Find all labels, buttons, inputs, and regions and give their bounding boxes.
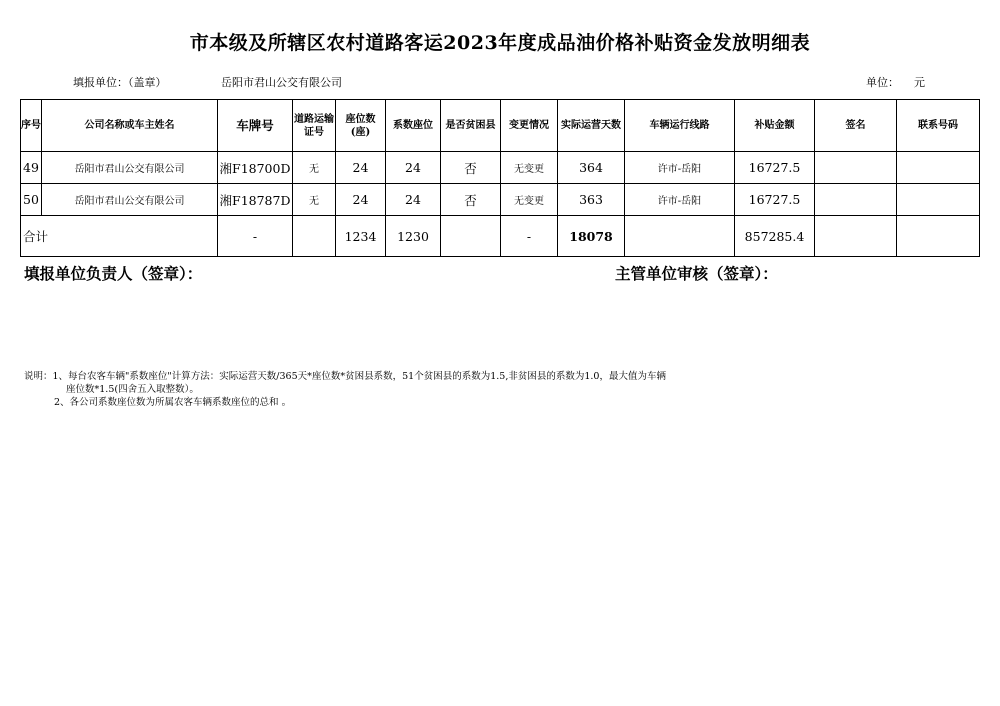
row-signature: [815, 184, 897, 216]
note-line-3: 2、各公司系数座位数为所属农客车辆系数座位的总和 。: [54, 397, 292, 408]
header-seq: 序号: [21, 100, 42, 152]
header-plate: 车牌号: [218, 100, 293, 152]
unit-label: 单位：: [866, 76, 899, 89]
header-days: 实际运营天数: [558, 100, 625, 152]
row-seq: 50: [21, 184, 42, 216]
row-days: 364: [558, 152, 625, 184]
page-title: 市本级及所辖区农村道路客运2023年度成品油价格补贴资金发放明细表: [189, 32, 811, 54]
filler-label: 填报单位：（盖章）: [73, 76, 167, 89]
total-signature: [815, 216, 897, 257]
row-company: 岳阳市君山公交有限公司: [42, 152, 218, 184]
row-change: 无变更: [501, 152, 558, 184]
supervisor-review-signature: 主管单位审核（签章）：: [615, 264, 778, 283]
total-change: -: [501, 216, 558, 257]
row-seats: 24: [336, 152, 386, 184]
header-change: 变更情况: [501, 100, 558, 152]
row-poverty: 否: [441, 184, 501, 216]
header-amount: 补贴金额: [735, 100, 815, 152]
total-route: [625, 216, 735, 257]
total-seats: 1234: [336, 216, 386, 257]
row-signature: [815, 152, 897, 184]
table-total-row: [21, 216, 980, 257]
filler-responsible-signature: 填报单位负责人（签章）：: [24, 264, 203, 283]
total-amount: 857285.4: [735, 216, 815, 257]
row-license: 无: [293, 184, 336, 216]
total-plate: -: [218, 216, 293, 257]
row-plate: 湘F18787D: [218, 184, 293, 216]
row-seats: 24: [336, 184, 386, 216]
header-company: 公司名称或车主姓名: [42, 100, 218, 152]
header-phone: 联系号码: [897, 100, 980, 152]
header-license: 道路运输证号: [293, 100, 336, 152]
row-route: 许市-岳阳: [625, 152, 735, 184]
unit-value: 元: [914, 76, 925, 89]
header-seats: 座位数(座): [336, 100, 386, 152]
row-amount: 16727.5: [735, 152, 815, 184]
table-row: [21, 152, 980, 184]
row-poverty: 否: [441, 152, 501, 184]
table-row: [21, 184, 980, 216]
total-poverty: [441, 216, 501, 257]
row-plate: 湘F18700D: [218, 152, 293, 184]
row-coef-seats: 24: [386, 184, 441, 216]
total-coef-seats: 1230: [386, 216, 441, 257]
note-line-1: 说明：1、每台农客车辆"系数座位"计算方法：实际运营天数/365天*座位数*贫困县系数，51个贫困县的系数为1.5,非贫困县的系数为1.0，最大值为车辆: [24, 371, 666, 382]
row-seq: 49: [21, 152, 42, 184]
subsidy-table: [20, 99, 980, 257]
filler-company: 岳阳市君山公交有限公司: [221, 76, 342, 89]
row-coef-seats: 24: [386, 152, 441, 184]
header-signature: 签名: [815, 100, 897, 152]
row-phone: [897, 184, 980, 216]
note-line-2: 座位数*1.5(四舍五入取整数）。: [66, 384, 199, 395]
header-coef-seats: 系数座位: [386, 100, 441, 152]
total-license: [293, 216, 336, 257]
row-change: 无变更: [501, 184, 558, 216]
total-days: 18078: [558, 216, 625, 257]
total-phone: [897, 216, 980, 257]
row-amount: 16727.5: [735, 184, 815, 216]
row-route: 许市-岳阳: [625, 184, 735, 216]
header-poverty: 是否贫困县: [441, 100, 501, 152]
row-company: 岳阳市君山公交有限公司: [42, 184, 218, 216]
table-header-row: [21, 100, 980, 152]
row-phone: [897, 152, 980, 184]
row-license: 无: [293, 152, 336, 184]
total-label: 合计: [21, 216, 218, 257]
header-route: 车辆运行线路: [625, 100, 735, 152]
row-days: 363: [558, 184, 625, 216]
